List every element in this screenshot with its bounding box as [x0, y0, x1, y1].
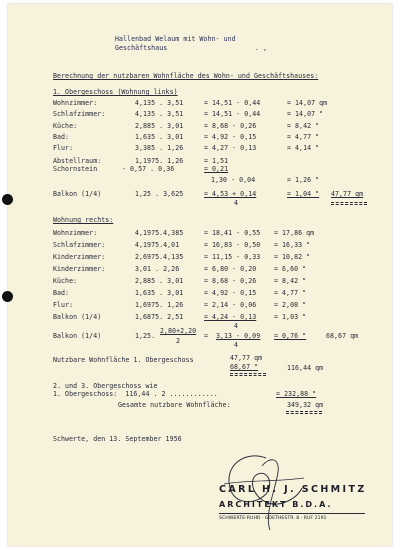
room-calc: = 8,68 - 0,26 — [204, 122, 257, 130]
room-result: = 6,60 " — [274, 265, 307, 273]
double-rule — [286, 411, 322, 412]
room-name: Balkon (1/4) — [53, 332, 102, 340]
room-calc: = 6,80 - 0,20 — [204, 265, 257, 273]
room-dims: 4,135 . 3,51 — [135, 110, 184, 118]
room-dims: 1,635 . 3,01 — [135, 133, 184, 141]
stamp-address: SCHWERTE-RUHR · GOETHESTR. 8 · RUF 2191 — [219, 516, 327, 521]
room-name: Kinderzimmer: — [53, 253, 106, 261]
room-result: = 8,42 " — [274, 277, 307, 285]
double-rule — [286, 413, 322, 414]
room-result: = 14,07 qm — [287, 99, 328, 107]
room-name: Küche: — [53, 277, 78, 285]
room-name: Balkon (1/4) — [53, 313, 102, 321]
fraction-denominator: 4 — [234, 199, 239, 207]
room-calc: = 8,68 - 0,26 — [204, 277, 257, 285]
room-calc: 3,13 - 0,09 — [216, 332, 261, 340]
room-calc: = 4,92 - 0,15 — [204, 133, 257, 141]
room-dims: - 0,57 . 0,36 — [122, 165, 175, 173]
summary-sum: 116,44 qm — [287, 364, 324, 372]
date-line: Schwerte, den 13. September 1956 — [53, 435, 182, 443]
room-result: = 10,82 " — [274, 253, 311, 261]
room-calc: = 4,53 + 0,14 — [204, 190, 257, 198]
fraction-denominator: 2 — [176, 337, 181, 345]
room-name: Wohnzimmer: — [53, 229, 98, 237]
room-result: = 4,77 " — [274, 289, 307, 297]
document-page — [8, 4, 392, 546]
summary-label: Nutzbare Wohnfläche 1. Obergeschoss — [53, 356, 194, 364]
room-calc: = 16,83 - 0,50 — [204, 241, 261, 249]
double-rule — [230, 373, 266, 374]
room-dims: 2,885 . 3,01 — [135, 122, 184, 130]
room-calc: = 14,51 - 0,44 — [204, 99, 261, 107]
fraction-denominator: 4 — [234, 341, 239, 349]
punch-hole — [2, 194, 13, 205]
room-dims: 3,01 . 2,26 — [135, 265, 180, 273]
stamp-rule — [219, 513, 365, 514]
room-name: Kinderzimmer: — [53, 265, 106, 273]
room-dims: 4,135 . 3,51 — [135, 99, 184, 107]
room-result: = 2,08 " — [274, 301, 307, 309]
header-line-1: Hallenbad Welaum mit Wohn- und — [115, 35, 236, 43]
room-name: Schornstein — [53, 165, 98, 173]
room-dims: 1,6975. 1,26 — [135, 301, 184, 309]
room-calc: = 1,51 — [204, 157, 229, 165]
section-total: 47,77 qm — [331, 190, 364, 198]
room-calc: = 4,24 - 0,13 — [204, 313, 257, 321]
room-dims: 4,1975.4,385 — [135, 229, 184, 237]
room-result: = 0,76 " — [274, 332, 307, 340]
header-marks: . , — [255, 44, 268, 52]
room-dims: 1,6875. 2,51 — [135, 313, 184, 321]
room-result: = 8,42 " — [287, 122, 320, 130]
subtotal-calc: 1,30 - 0,04 — [211, 176, 256, 184]
room-dims: 2,885 . 3,01 — [135, 277, 184, 285]
room-calc: = 4,27 - 0,13 — [204, 144, 257, 152]
room-dims: 4,1975.4,01 — [135, 241, 180, 249]
room-result: = 1,04 " — [287, 190, 320, 198]
room-name: Balkon (1/4) — [53, 190, 102, 198]
total-label: Gesamte nutzbare Wohnfläche: — [118, 401, 231, 409]
room-dims: 1,25 . 3,625 — [135, 190, 184, 198]
room-calc: = 11,15 - 0,33 — [204, 253, 261, 261]
room-calc: = 4,92 - 0,15 — [204, 289, 257, 297]
room-name: Flur: — [53, 144, 74, 152]
header-line-2: Geschäftshaus — [115, 44, 168, 52]
document-title: Berechnung der nutzbaren Wohnfläche des Wohn- und Geschäftshauses: — [53, 72, 319, 80]
equals-sign: = — [204, 332, 209, 340]
fraction-numerator: 2,80+2,20 — [160, 327, 197, 335]
room-result: = 16,33 " — [274, 241, 311, 249]
room-dims: 1,25. — [135, 332, 156, 340]
double-rule — [331, 204, 367, 205]
section-total: 68,67 qm — [326, 332, 359, 340]
punch-hole — [2, 291, 13, 302]
double-rule — [230, 375, 266, 376]
room-name: Abstellraum: — [53, 157, 102, 165]
room-result: = 4,14 " — [287, 144, 320, 152]
room-name: Flur: — [53, 301, 74, 309]
section-heading: 1. Obergeschoss (Wohnung links) — [53, 88, 178, 96]
room-calc: = 14,51 - 0,44 — [204, 110, 261, 118]
summary-value-2: 68,67 " — [230, 363, 259, 371]
room-dims: 1,1975. 1,26 — [135, 157, 184, 165]
upper-floors-result: = 232,88 " — [276, 390, 317, 398]
room-result: = 1,03 " — [274, 313, 307, 321]
room-result: = 17,86 qm — [274, 229, 315, 237]
double-rule — [331, 202, 367, 203]
fraction-denominator: 4 — [234, 322, 239, 330]
stamp-name: CARL H. J. SCHMITZ — [219, 484, 367, 495]
room-calc: = 2,14 - 0,06 — [204, 301, 257, 309]
summary-value-1: 47,77 qm — [230, 354, 263, 362]
room-dims: 3,385 . 1,26 — [135, 144, 184, 152]
room-name: Küche: — [53, 122, 78, 130]
room-name: Schlafzimmer: — [53, 241, 106, 249]
room-calc: = 0,21 — [204, 165, 229, 173]
room-result: = 14,07 " — [287, 110, 324, 118]
upper-floors-line-2: 1. Obergeschoss: 116,44 . 2 ............ — [53, 390, 218, 398]
room-name: Bad: — [53, 133, 70, 141]
room-calc: = 18,41 - 0,55 — [204, 229, 261, 237]
total-value: 349,32 qm — [287, 401, 324, 409]
room-result: = 4,77 " — [287, 133, 320, 141]
subtotal-result: = 1,26 " — [287, 176, 320, 184]
room-name: Schlafzimmer: — [53, 110, 106, 118]
room-dims: 2,6975.4,135 — [135, 253, 184, 261]
section-heading: Wohnung rechts: — [53, 216, 114, 224]
room-dims: 1,635 . 3,01 — [135, 289, 184, 297]
upper-floors-line-1: 2. und 3. Obergeschoss wie — [53, 382, 158, 390]
stamp-title: ARCHITEKT B.D.A. — [219, 500, 333, 509]
room-name: Bad: — [53, 289, 70, 297]
room-name: Wohnzimmer: — [53, 99, 98, 107]
